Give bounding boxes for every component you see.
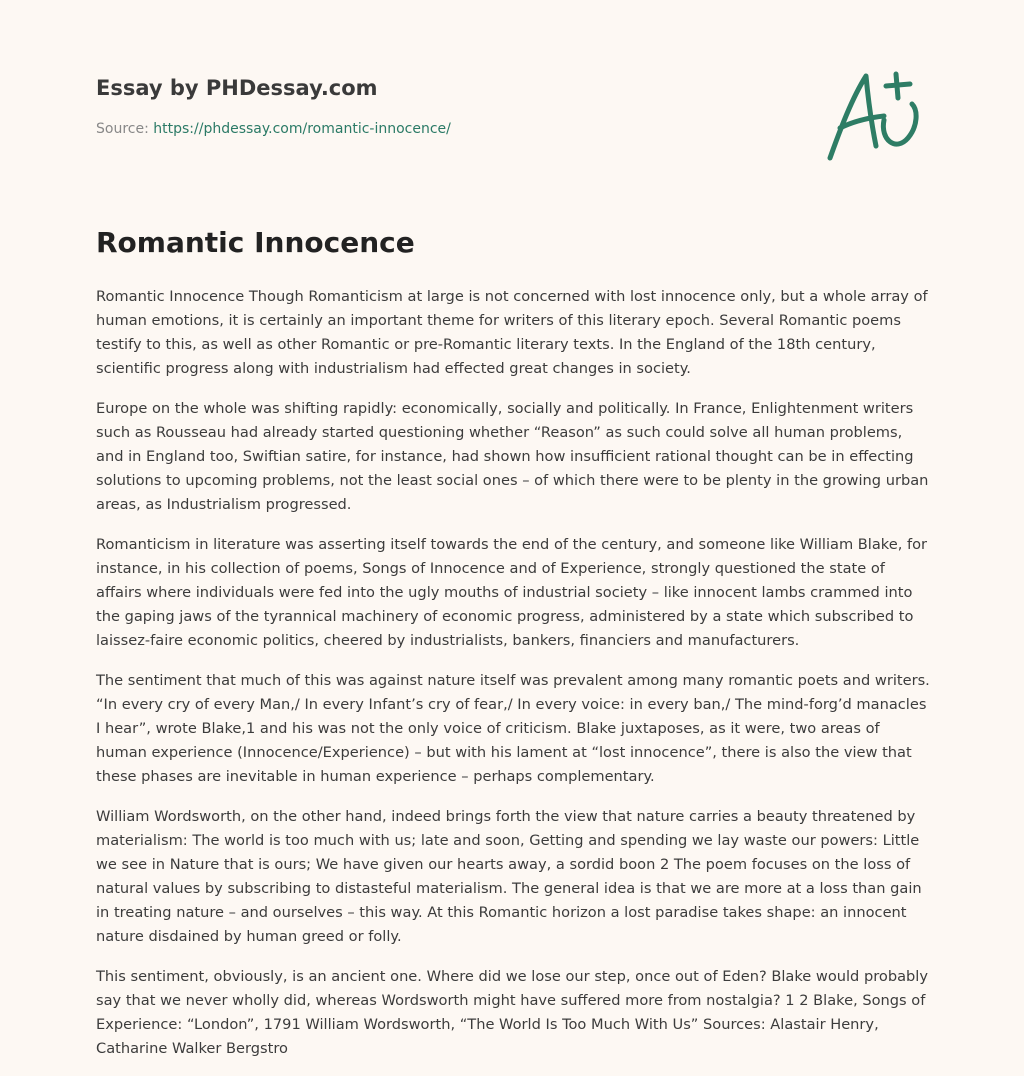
page-header: [96, 76, 796, 137]
essay-paragraph: Romantic Innocence Though Romanticism at large is not concerned with lost innocence only, but a whole array of human emotions, it is certainly an important theme for writers of this literary epoch. Several Romantic poems testify to this, as well as other Romantic or pre-Romantic literary texts. In the England of the 18th century, scientific progress along with industrialism had effected great changes in society.: [96, 288, 928, 377]
a-plus-logo-icon: [822, 68, 926, 164]
essay-paragraph: William Wordsworth, on the other hand, indeed brings forth the view that nature carries a beauty threatened by materialism: The world is too much with us; late and soon, Getting and spending we lay waste our powers: Little we see in Nature that is ours; We have given our hearts away, a sordid boon 2 The poem focuses on the loss of natural values by subscribing to distasteful materialism. The general idea is that we are more at a loss than gain in treating nature – and ourselves – this way. At this Romantic horizon a lost paradise takes shape: an innocent nature disdained by human greed or folly.: [96, 808, 922, 945]
essay-paragraph: Europe on the whole was shifting rapidly: economically, socially and politically. In France, Enlightenment writers such as Rousseau had already started questioning whether “Reason” as such could solve all human problems, and in England too, Swiftian satire, for instance, had shown how insufficient rational thought can be in effecting solutions to upcoming problems, not the least social ones – of which there were to be plenty in the growing urban areas, as Industrialism progressed.: [96, 400, 929, 513]
essay-paragraph: The sentiment that much of this was against nature itself was prevalent among many romantic poets and writers. “In every cry of every Man,/ In every Infant’s cry of fear,/ In every voice: in every ban,/ The mind-forg’d manacles I hear”, wrote Blake,1 and his was not the only voice of criticism. Blake juxtaposes, as it were, two areas of human experience (Innocence/Experience) – but with his lament at “lost innocence”, there is also the view that these phases are inevitable in human experience – perhaps complementary.: [96, 672, 930, 785]
source-line: [96, 121, 796, 137]
source-label: Source:: [96, 121, 149, 137]
source-link[interactable]: https://phdessay.com/romantic-innocence/: [153, 121, 451, 137]
essay-title: Romantic Innocence: [96, 226, 415, 259]
site-brand: Essay by PHDessay.com: [96, 76, 378, 100]
essay-paragraph: This sentiment, obviously, is an ancient one. Where did we lose our step, once out of Eden? Blake would probably say that we never wholly did, whereas Wordsworth might have suffered more from nostalgia? 1 2 Blake, Songs of Experience: “London”, 1791 William Wordsworth, “The World Is Too Much With Us” Sources: Alastair Henry, Catharine Walker Bergstro: [96, 968, 928, 1057]
essay-body: [96, 285, 932, 1076]
essay-paragraph: Romanticism in literature was asserting itself towards the end of the century, and someone like William Blake, for instance, in his collection of poems, Songs of Innocence and of Experience, strongly questioned the state of affairs where individuals were fed into the ugly mouths of industrial society – like innocent lambs crammed into the gaping jaws of the tyrannical machinery of economic progress, administered by a state which subscribed to laissez-faire economic politics, cheered by industrialists, bankers, financiers and manufacturers.: [96, 536, 928, 649]
